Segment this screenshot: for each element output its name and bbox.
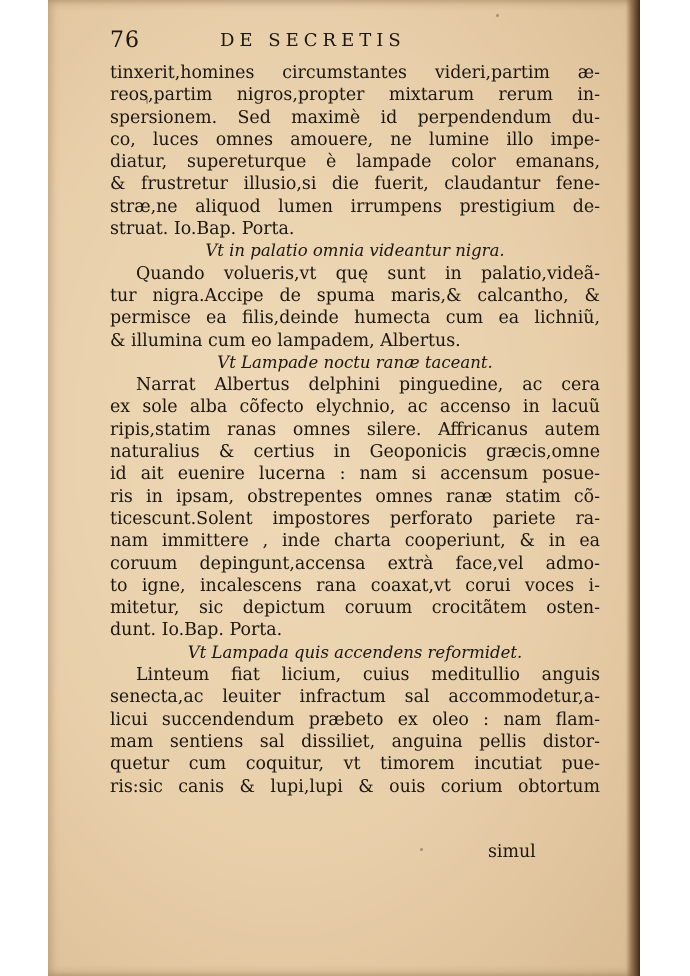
text-line: tinxerit,homines circumstantes videri,partim æ- (110, 63, 600, 83)
text-line: mitetur, sic depictum coruum crocitãtem osten- (110, 598, 600, 619)
text-line: Narrat Albertus delphini pinguedine, ac cera (136, 375, 600, 396)
text-line: id ait euenire lucerna : nam si accensum posue- (110, 464, 600, 485)
text-line: to igne, incalescens rana coaxat,vt corui voces i- (110, 575, 600, 596)
text-line: senecta,ac leuiter infractum sal accommodetur,a- (110, 687, 600, 708)
text-block (110, 28, 600, 798)
text-line: stræ,ne aliquod lumen irrumpens prestigium de- (110, 196, 600, 217)
catchword: simul (488, 842, 536, 862)
text-line: permisce ea filis,deinde humecta cum ea lichniũ, (110, 308, 600, 329)
text-line: naturalius & certius in Geoponicis græcis,omne (110, 442, 600, 463)
section-heading: Vt Lampada quis accendens reformidet. (187, 642, 523, 662)
text-line: & frustretur illusio,si die fuerit, claudantur fene- (110, 174, 600, 195)
text-line: coruum depingunt,accensa extrà face,vel admo- (110, 553, 600, 574)
page-gutter-shadow (626, 0, 640, 976)
text-line: licui succendendum præbeto ex oleo : nam flam- (110, 709, 600, 730)
running-head (110, 28, 600, 62)
page-number: 76 (110, 28, 140, 53)
text-line: ris:sic canis & lupi,lupi & ouis corium obtortum (110, 776, 600, 797)
text-line: ris in ipsam, obstrepentes omnes ranæ statim cõ- (110, 486, 600, 507)
text-line: ticescunt.Solent impostores perforato pariete ra- (110, 508, 600, 529)
paper-speck (496, 14, 499, 17)
text-line: struat. Io.Bap. Porta. (110, 219, 295, 240)
section-heading: Vt in palatio omnia videantur nigra. (205, 241, 505, 261)
running-head-title: DE SECRETIS (220, 30, 406, 51)
text-line: & illumina cum eo lampadem, Albertus. (110, 330, 461, 351)
text-line: Quando volueris,vt quę sunt in palatio,videã- (136, 263, 600, 284)
paper-speck (420, 848, 423, 851)
text-line: ripis,statim ranas omnes silere. Affricanus autem (110, 419, 600, 440)
text-line: diatur, supereturque è lampade color emanans, (110, 152, 600, 173)
text-line: co, luces omnes amouere, ne lumine illo impe- (110, 129, 600, 150)
section-heading: Vt Lampade noctu ranæ taceant. (217, 352, 493, 372)
text-line: ex sole alba cõfecto elychnio, ac accenso in lacuũ (110, 397, 600, 418)
text-line: spersionem. Sed maximè id perpendendum du- (110, 107, 600, 128)
text-line: quetur cum coquitur, vt timorem incutiat pue- (110, 754, 600, 775)
text-line: dunt. Io.Bap. Porta. (110, 620, 283, 641)
text-line: tur nigra.Accipe de spuma maris,& calcantho, & (110, 285, 600, 306)
text-line: reos,partim nigros,propter mixtarum rerum in- (110, 85, 600, 106)
text-line: nam immittere , inde charta cooperiunt, & in ea (110, 531, 600, 552)
text-line: Linteum fiat licium, cuius meditullio anguis (136, 665, 600, 686)
text-line: mam sentiens sal dissiliet, anguina pellis distor- (110, 731, 600, 752)
